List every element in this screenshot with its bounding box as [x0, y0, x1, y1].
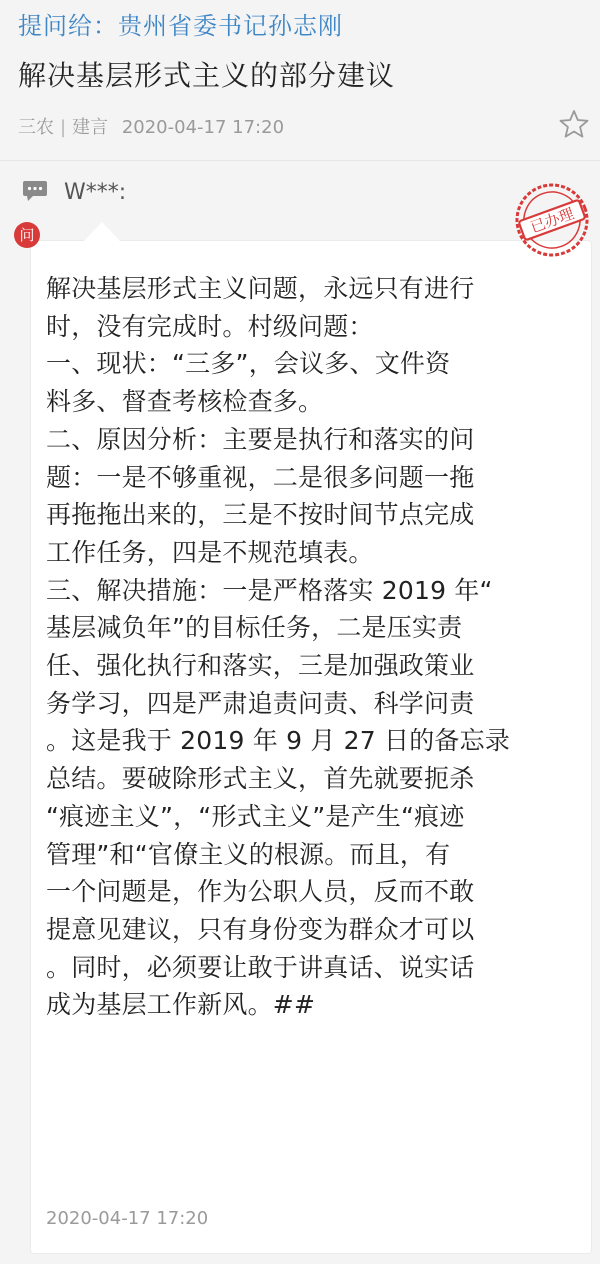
content-line: 二、原因分析：主要是执行和落实的问: [46, 424, 475, 454]
processed-stamp-icon: [512, 180, 592, 260]
content-line: 三、解决措施：一是严格落实 2019 年“: [46, 575, 493, 605]
content-line: 一个问题是，作为公职人员，反而不敢: [46, 877, 475, 907]
chat-bubble-icon: [22, 180, 48, 202]
content-line: 解决基层形式主义问题，永远只有进行: [46, 274, 475, 303]
stamp-text: 已办理: [527, 204, 577, 237]
content-line: 成为基层工作新风。##: [46, 990, 316, 1020]
content-line: 料多、督查考核检查多。: [46, 387, 324, 417]
content-line: 任、强化执行和落实，三是加强政策业: [46, 651, 475, 681]
content-line: 时，没有完成时。村级问题：: [46, 311, 374, 341]
message-content: [46, 270, 586, 1024]
content-line: 总结。要破除形式主义，首先就要扼杀: [46, 764, 475, 794]
content-line: 基层减负年”的目标任务，二是压实责: [46, 613, 463, 643]
ask-badge: 问: [14, 222, 40, 248]
content-line: 。这是我于 2019 年 9 月 27 日的备忘录: [46, 726, 511, 756]
post-meta: [18, 113, 284, 139]
asker-username: W***:: [64, 180, 127, 205]
category-label: 三农: [18, 117, 54, 138]
content-line: 工作任务，四是不规范填表。: [46, 537, 374, 567]
content-line: “痕迹主义”，“形式主义”是产生“痕迹: [46, 801, 465, 831]
message-datetime: 2020-04-17 17:20: [46, 1208, 209, 1229]
recipient-line[interactable]: 提问给：贵州省委书记孙志刚: [18, 12, 343, 40]
content-line: 再拖拖出来的，三是不按时间节点完成: [46, 500, 475, 530]
content-line: 管理”和“官僚主义的根源。而且，有: [46, 839, 451, 869]
content-line: 一、现状：“三多”，会议多、文件资: [46, 349, 451, 379]
content-line: 务学习，四是严肃追责问责、科学问责: [46, 688, 475, 718]
page-title: 解决基层形式主义的部分建议: [18, 59, 396, 92]
content-line: 题：一是不够重视，二是很多问题一拖: [46, 462, 475, 492]
meta-separator: |: [60, 117, 67, 138]
star-icon[interactable]: [558, 108, 590, 140]
post-datetime: 2020-04-17 17:20: [121, 117, 285, 138]
bubble-tail: [84, 222, 120, 241]
header-divider: [0, 160, 600, 161]
content-line: 提意见建议，只有身份变为群众才可以: [46, 914, 475, 944]
type-label: 建言: [72, 117, 109, 138]
content-line: 。同时，必须要让敢于讲真话、说实话: [46, 952, 475, 982]
